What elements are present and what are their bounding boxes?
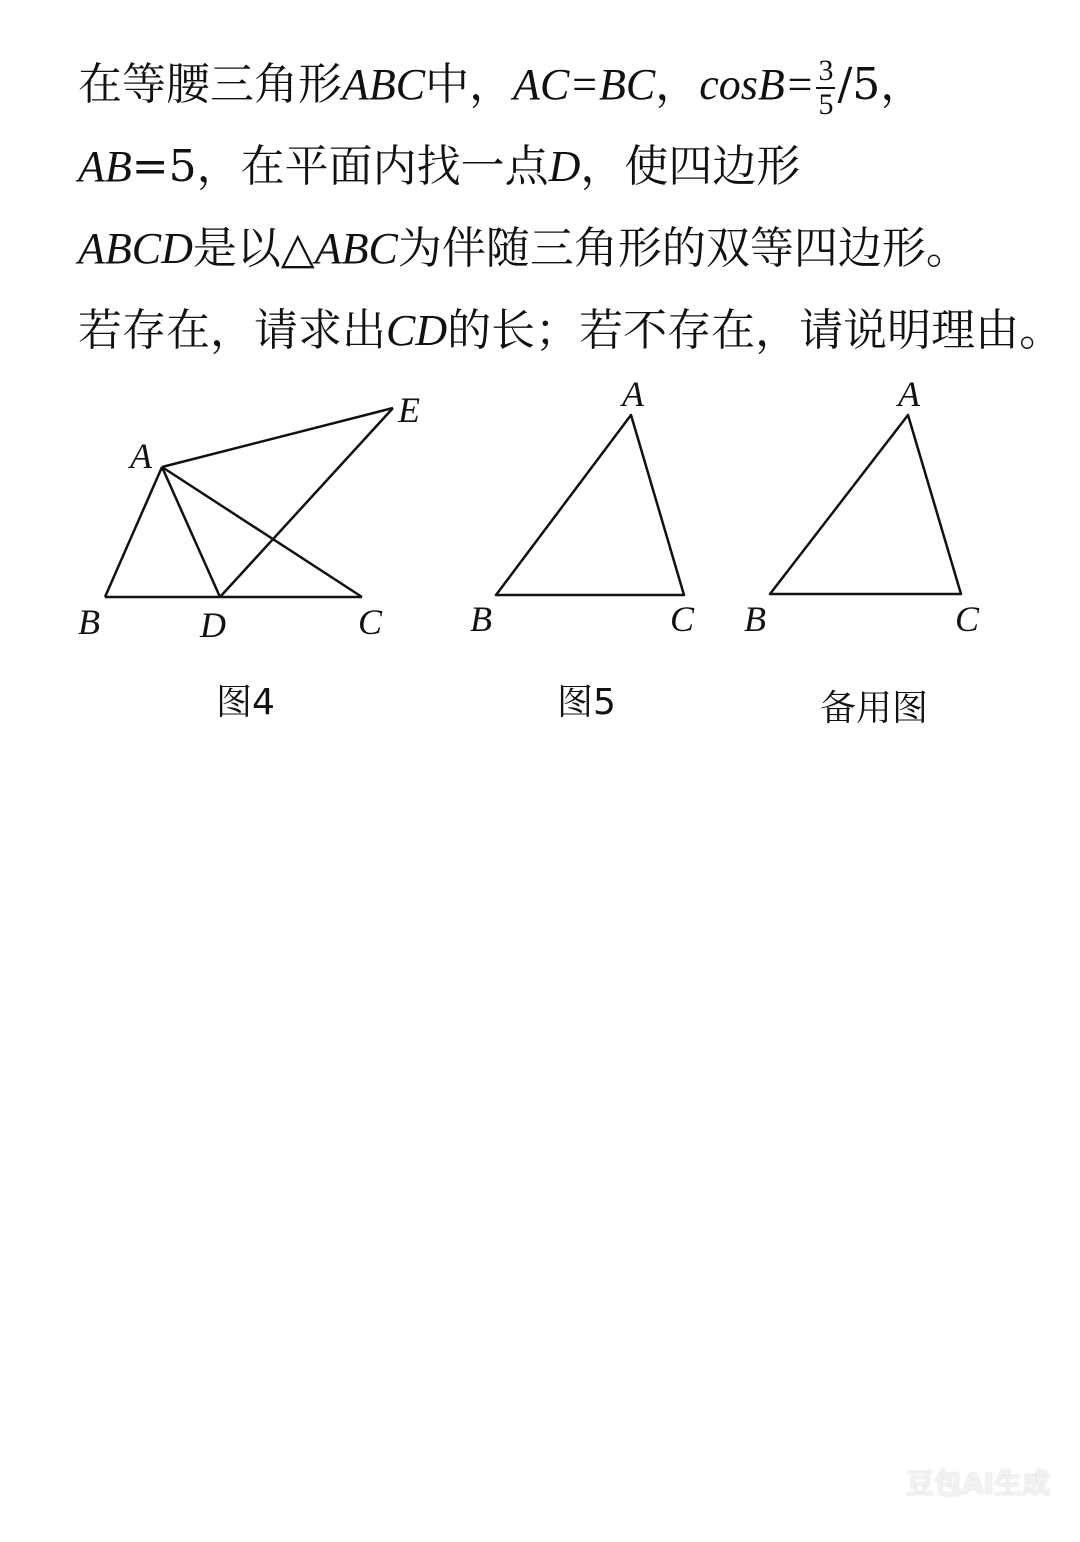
figure-5-caption: 图5 xyxy=(557,682,616,723)
text: =5，在平面内找一点 xyxy=(131,141,549,192)
spare-figure-caption: 备用图 xyxy=(820,688,929,729)
text: /5， xyxy=(837,59,925,110)
triangle-abc xyxy=(770,415,961,594)
figure-4-caption: 图4 xyxy=(216,682,275,723)
fraction-numerator: 3 xyxy=(818,53,834,87)
text: 在等腰三角形 xyxy=(78,59,342,110)
label-b: B xyxy=(78,602,100,642)
text: 为伴随三角形的双等四边形。 xyxy=(397,223,970,274)
math-abc: ABC xyxy=(314,224,398,273)
math-cd: CD xyxy=(386,306,448,355)
text: 若存在，请求出 xyxy=(78,305,386,356)
figure-5 xyxy=(496,415,684,595)
geometry-figures xyxy=(0,0,1080,760)
math-abcd: ABCD xyxy=(78,224,193,273)
label-b: B xyxy=(744,599,766,639)
label-e: E xyxy=(398,390,420,430)
text: 是以△ xyxy=(192,223,315,274)
text: ， xyxy=(655,59,700,110)
text: ，使四边形 xyxy=(580,141,801,192)
label-b: B xyxy=(470,599,492,639)
label-a: A xyxy=(622,374,644,414)
label-d: D xyxy=(200,605,226,645)
math-ab: AB xyxy=(78,142,132,191)
triangle-abc xyxy=(496,415,684,595)
label-c: C xyxy=(670,599,695,639)
label-a: A xyxy=(898,374,920,414)
label-a: A xyxy=(130,436,152,476)
segment-ab xyxy=(105,467,162,597)
figure-5-labels xyxy=(470,374,695,639)
text: 中， xyxy=(425,59,514,110)
math-d: D xyxy=(548,142,581,191)
watermark: 豆包AI生成 xyxy=(906,1467,1051,1500)
math-abc: ABC xyxy=(342,60,426,109)
figure-spare xyxy=(770,415,961,594)
segment-ae xyxy=(162,408,393,467)
figure-4-labels xyxy=(78,390,420,645)
text: 的长；若不存在，请说明理由。 xyxy=(447,305,1064,356)
segment-de xyxy=(220,408,393,597)
label-c: C xyxy=(955,599,980,639)
fraction-denominator: 5 xyxy=(818,87,834,121)
math-cos-b: cosB= xyxy=(699,60,815,109)
math-ac-eq-bc: AC=BC xyxy=(513,60,656,109)
label-c: C xyxy=(358,602,383,642)
figure-spare-labels xyxy=(744,374,980,639)
